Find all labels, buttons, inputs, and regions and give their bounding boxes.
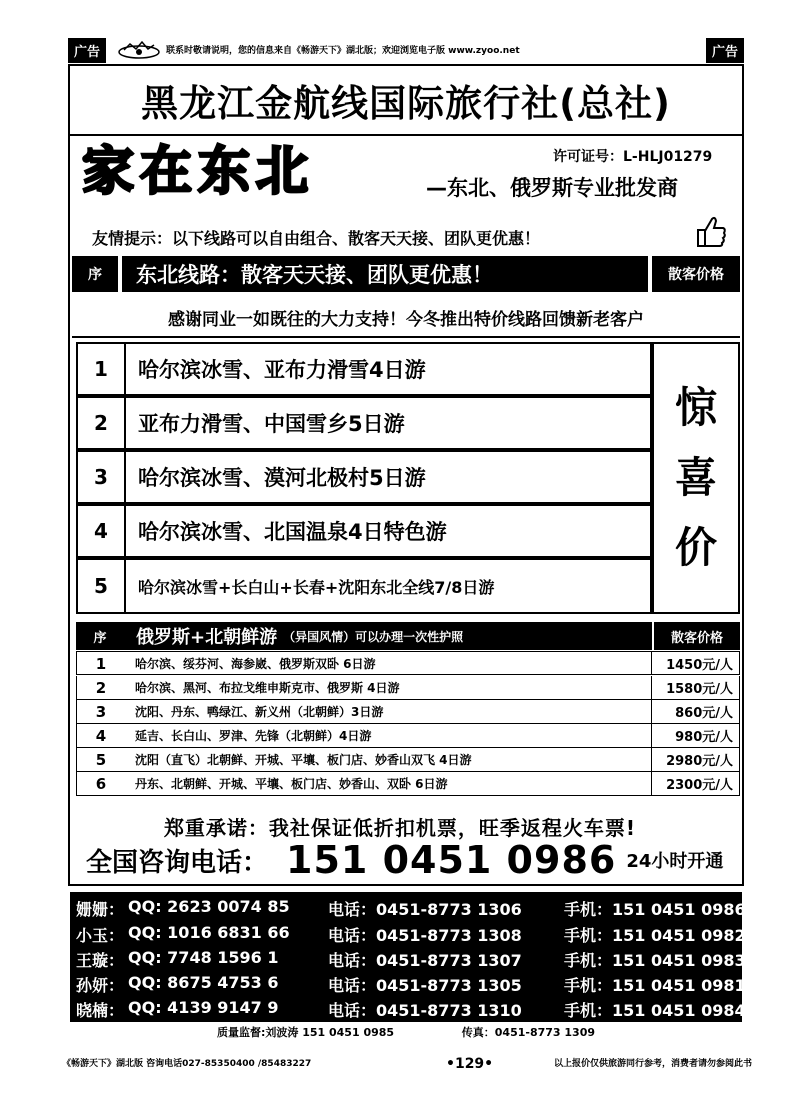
ne-route-name: 哈尔滨冰雪、亚布力滑雪4日游 [138,358,426,382]
ne-route-row [76,396,652,450]
hotline-number[interactable]: 151 0451 0986 [286,838,617,882]
fax: 传真：0451-8773 1309 [461,1026,596,1039]
contact-name: 姗姗： [76,900,125,919]
contact-qq[interactable]: QQ: 7748 1596 1 [128,948,279,967]
hotline-label: 全国咨询电话： [86,847,269,878]
contact-qq[interactable]: QQ: 2623 0074 85 [128,897,290,916]
table-row [76,676,740,700]
surprise-char: 惊 [674,383,717,432]
ne-route-row [76,342,652,396]
ne-route-number: 5 [78,560,126,612]
footer-left: 《畅游天下》湖北版 咨询电话027-85350400 /85483227 [62,1059,312,1069]
contact-tel[interactable]: 电话：0451-8773 1305 [328,976,522,995]
table-row [76,724,740,748]
contact-row [70,945,746,971]
contact-row [70,894,746,920]
slogan: 家在东北 [82,142,315,202]
table-row [76,748,740,772]
ru-title: 俄罗斯+北朝鲜游 [136,627,278,648]
ru-route-name: 延吉、长白山、罗津、先锋（北朝鲜）4日游 [135,729,372,743]
ru-route-name: 沈阳（直飞）北朝鲜、开城、平壤、板门店、妙香山双飞 4日游 [135,753,472,767]
ne-route-name: 哈尔滨冰雪+长白山+长春+沈阳东北全线7/8日游 [138,577,495,597]
ru-route-name: 丹东、北朝鲜、开城、平壤、板门店、妙香山、双卧 6日游 [135,777,448,791]
contact-row [70,970,746,996]
hotline-suffix: 24小时开通 [626,851,724,872]
ru-route-number: 3 [95,702,107,721]
ru-route-price: 860元/人 [651,700,739,723]
contact-name: 孙妍： [76,976,125,995]
subslogan: —东北、俄罗斯专业批发商 [426,176,678,200]
surprise-price-box [652,342,740,614]
ru-route-name: 哈尔滨、黑河、布拉戈维申斯克市、俄罗斯 4日游 [135,681,400,695]
ne-route-row [76,450,652,504]
ru-note: （异国风情）可以办理一次性护照 [283,629,464,644]
ru-route-number: 2 [95,678,107,697]
contact-mobile[interactable]: 手机：151 0451 0986 [564,900,746,919]
contact-qq[interactable]: QQ: 1016 6831 66 [128,923,290,942]
ru-route-name: 沈阳、丹东、鸭绿江、新义州（北朝鲜）3日游 [135,705,384,719]
contact-qq[interactable]: QQ: 4139 9147 9 [128,998,279,1017]
page-number: •129• [446,1056,494,1072]
ne-route-name: 哈尔滨冰雪、漠河北极村5日游 [138,466,426,490]
ru-title-header [124,622,652,650]
contact-mobile[interactable]: 手机：151 0451 0981 [564,976,746,995]
ru-route-price: 1450元/人 [651,652,739,675]
contact-tel[interactable]: 电话：0451-8773 1308 [328,926,522,945]
thumbs-up-icon [694,214,728,250]
ne-route-name: 亚布力滑雪、中国雪乡5日游 [138,412,405,436]
contact-row [70,920,746,946]
contact-name: 小玉： [76,926,125,945]
contact-mobile[interactable]: 手机：151 0451 0984 [564,1001,746,1020]
ru-route-number: 4 [95,726,107,745]
ne-route-number: 4 [78,506,126,556]
contact-row [70,995,746,1021]
surprise-char: 价 [674,523,717,572]
ne-seq-header: 序 [72,256,118,292]
ne-title-header: 东北线路：散客天天接、团队更优惠！ [122,256,648,292]
thanks-banner: 感谢同业一如既往的大力支持！今冬推出特价线路回馈新老客户 [72,298,740,338]
supervision: 质量监督:刘波涛 151 0451 0985 [216,1026,395,1039]
contact-name: 晓楠： [76,1001,125,1020]
license-number: 许可证号：L-HLJ01279 [553,149,713,165]
ru-route-name: 哈尔滨、绥芬河、海参崴、俄罗斯双卧 6日游 [135,657,376,671]
contact-tel[interactable]: 电话：0451-8773 1306 [328,900,522,919]
table-row [76,651,740,675]
top-ad-bar [68,38,744,62]
ne-route-row [76,504,652,558]
ad-label-right: 广告 [706,38,744,63]
ne-price-header: 散客价格 [652,256,740,292]
ad-label-left: 广告 [68,38,106,63]
ru-price-header: 散客价格 [652,622,740,650]
table-row [76,772,740,796]
contact-mobile[interactable]: 手机：151 0451 0982 [564,926,746,945]
contact-tel[interactable]: 电话：0451-8773 1310 [328,1001,522,1020]
ru-route-price: 2980元/人 [651,748,739,771]
ne-route-number: 3 [78,452,126,502]
magazine-logo-icon [116,40,162,60]
ru-route-price: 980元/人 [651,724,739,747]
page-footer [62,1052,752,1072]
ru-route-number: 1 [95,654,107,673]
ru-seq-header: 序 [76,622,124,650]
contacts-block [70,892,746,1022]
ne-route-number: 1 [78,344,126,394]
footer-right: 以上报价仅供旅游同行参考，消费者请勿参阅此书 [553,1059,752,1069]
surprise-char: 喜 [674,453,717,502]
table-row [76,700,740,724]
contact-name: 王璇： [76,951,125,970]
promise-text: 郑重承诺：我社保证低折扣机票，旺季返程火车票! [163,816,637,840]
ne-route-name: 哈尔滨冰雪、北国温泉4日特色游 [138,520,447,544]
ne-route-number: 2 [78,398,126,448]
contact-mobile[interactable]: 手机：151 0451 0983 [564,951,746,970]
ne-route-row [76,558,652,614]
supervision-footer [70,1024,742,1040]
ru-route-number: 6 [95,774,107,793]
ru-route-number: 5 [95,750,107,769]
friendly-tip: 友情提示：以下线路可以自由组合、散客天天接、团队更优惠！ [92,229,541,248]
ru-route-price: 1580元/人 [651,676,739,699]
ru-route-price: 2300元/人 [651,772,739,795]
company-name: 黑龙江金航线国际旅行社(总社) [70,66,742,136]
header-note: 联系时敬请说明，您的信息来自《畅游天下》湖北版；欢迎浏览电子版 www.zyoo.net [166,46,520,56]
contact-qq[interactable]: QQ: 8675 4753 6 [128,973,279,992]
contact-tel[interactable]: 电话：0451-8773 1307 [328,951,522,970]
hotline [86,838,723,882]
